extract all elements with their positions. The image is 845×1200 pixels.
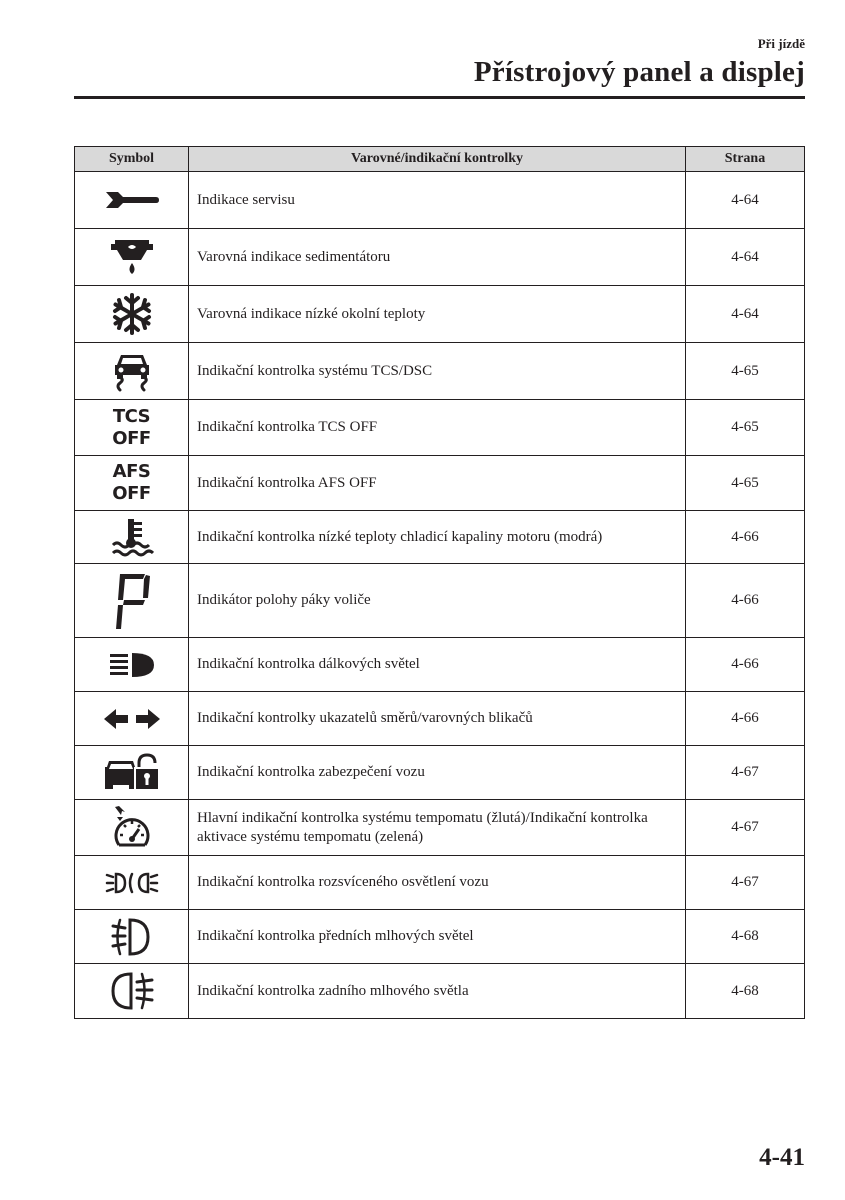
high-beam-icon (106, 649, 158, 681)
table-row (75, 400, 805, 456)
row-page: 4-67 (686, 800, 805, 856)
turn-signal-icon (102, 707, 162, 731)
table-row (75, 172, 805, 229)
row-description: Indikační kontrolka zabezpečení vozu (189, 746, 686, 800)
row-page: 4-65 (686, 456, 805, 511)
table-row (75, 638, 805, 692)
cruise-control-icon (109, 805, 155, 851)
row-page: 4-67 (686, 746, 805, 800)
afs-off-icon-line1: AFS (112, 461, 151, 482)
row-description: Varovná indikace nízké okolní teploty (189, 286, 686, 343)
tcs-off-icon-line2: OFF (112, 427, 151, 449)
row-description: Indikátor polohy páky voliče (189, 564, 686, 638)
row-page: 4-66 (686, 564, 805, 638)
row-page: 4-66 (686, 692, 805, 746)
table-row (75, 964, 805, 1019)
row-page: 4-66 (686, 638, 805, 692)
page-number: 4-41 (759, 1144, 805, 1171)
afs-off-icon-line2: OFF (112, 483, 151, 504)
wrench-icon (104, 187, 160, 213)
table-row (75, 343, 805, 400)
row-page: 4-68 (686, 910, 805, 964)
row-page: 4-67 (686, 856, 805, 910)
table-row (75, 564, 805, 638)
table-row (75, 800, 805, 856)
row-page: 4-64 (686, 172, 805, 229)
row-description: Indikační kontrolka AFS OFF (189, 456, 686, 511)
coolant-temperature-icon (110, 516, 154, 558)
table-header-row (75, 147, 805, 172)
row-description: Indikační kontrolka nízké teploty chladicí kapaliny motoru (modrá) (189, 511, 686, 564)
row-page: 4-66 (686, 511, 805, 564)
afs-off-icon (75, 456, 189, 511)
title-divider (74, 96, 805, 99)
snowflake-icon (110, 292, 154, 336)
table-row (75, 856, 805, 910)
row-page: 4-65 (686, 400, 805, 456)
row-description: Varovná indikace sedimentátoru (189, 229, 686, 286)
lights-on-icon (104, 869, 160, 897)
sedimenter-icon (107, 236, 157, 278)
table-row (75, 746, 805, 800)
tcs-off-icon (75, 400, 189, 456)
row-description: Indikační kontrolky ukazatelů směrů/varovných blikačů (189, 692, 686, 746)
warning-indicator-table (74, 146, 805, 1019)
row-description: Indikační kontrolka dálkových světel (189, 638, 686, 692)
section-label: Při jízdě (757, 36, 805, 51)
row-page: 4-64 (686, 229, 805, 286)
row-page: 4-68 (686, 964, 805, 1019)
shift-position-p-icon (112, 570, 152, 632)
security-lock-icon (103, 753, 161, 793)
row-page: 4-65 (686, 343, 805, 400)
table-row (75, 692, 805, 746)
row-description: Indikační kontrolka TCS OFF (189, 400, 686, 456)
table-row (75, 229, 805, 286)
column-header-description: Varovné/indikační kontrolky (189, 147, 686, 172)
column-header-symbol: Symbol (75, 147, 189, 172)
row-description: Indikační kontrolka systému TCS/DSC (189, 343, 686, 400)
tcs-off-icon-line1: TCS (112, 405, 151, 427)
row-description: Indikace servisu (189, 172, 686, 229)
tcs-dsc-icon (110, 349, 154, 393)
front-fog-icon (110, 916, 154, 958)
table-row (75, 456, 805, 511)
table-row (75, 910, 805, 964)
table-row (75, 511, 805, 564)
rear-fog-icon (109, 970, 155, 1012)
row-description: Indikační kontrolka rozsvíceného osvětlení vozu (189, 856, 686, 910)
page-title: Přístrojový panel a displej (473, 56, 805, 88)
row-description: Indikační kontrolka zadního mlhového světla (189, 964, 686, 1019)
row-description: Indikační kontrolka předních mlhových světel (189, 910, 686, 964)
row-description: Hlavní indikační kontrolka systému tempomatu (žlutá)/Indikační kontrolka aktivace systému tempomatu (zelená) (189, 800, 686, 856)
column-header-page: Strana (686, 147, 805, 172)
row-page: 4-64 (686, 286, 805, 343)
table-row (75, 286, 805, 343)
